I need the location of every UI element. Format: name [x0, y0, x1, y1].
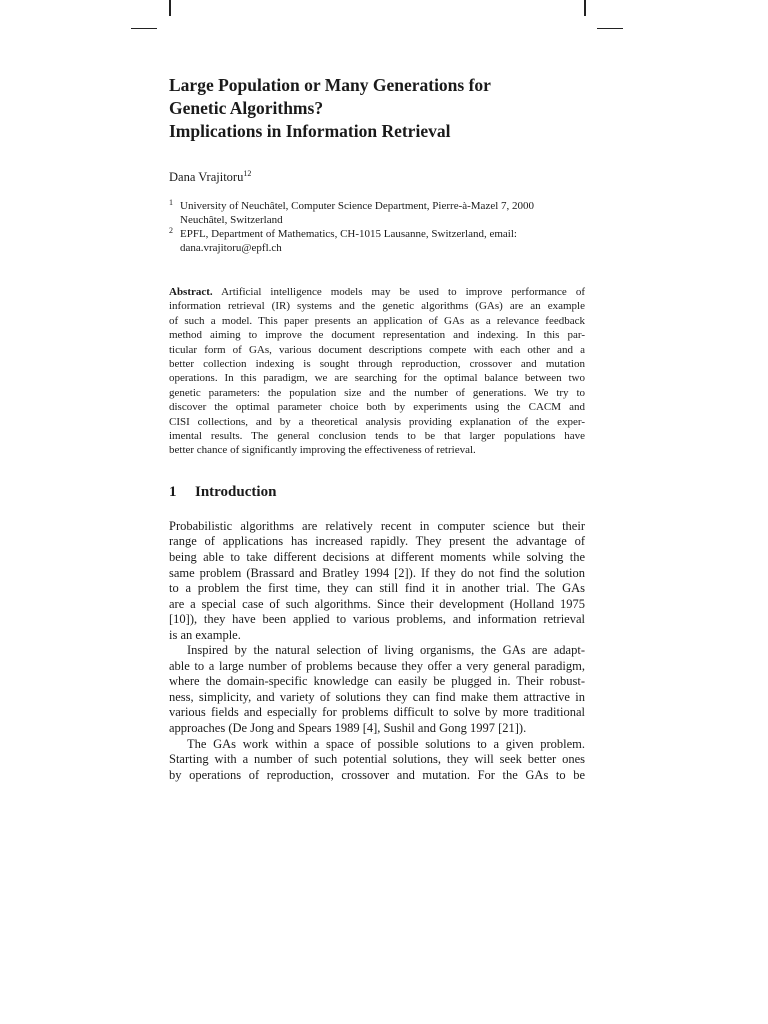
introduction-body: [169, 519, 585, 783]
body-line: The GAs work within a space of possible solutions to a given problem.: [187, 736, 585, 751]
abstract-line: of such a model. This paper presents an application of GAs as a relevance feedback: [169, 314, 585, 327]
crop-mark-top-right-horizontal: [597, 28, 623, 29]
body-line: range of applications has increased rapidly. They present the advantage of: [169, 534, 585, 549]
body-line: to a problem the first time, they can still find it in another trial. The GAs: [169, 581, 585, 596]
body-line: Probabilistic algorithms are relatively recent in computer science but their: [169, 518, 585, 533]
paper-title: [169, 74, 585, 143]
abstract-line: [169, 285, 585, 299]
body-line: same problem (Brassard and Bratley 1994 [2]). If they do not find the solution: [169, 565, 585, 580]
affiliation-2: [169, 227, 585, 255]
body-line: being able to take different decisions at different moments while solving the: [169, 549, 585, 564]
section-number: 1: [169, 483, 177, 500]
crop-mark-top-right-vertical: [584, 0, 586, 16]
author-affiliation-marks: 12: [243, 168, 252, 178]
affiliation-1: [169, 199, 585, 227]
body-line: [10]), they have been applied to various problems, and information retrieval: [169, 612, 585, 627]
abstract-line: better collection indexing is sought through reproduction, crossover and mutation: [169, 358, 585, 371]
title-line: Implications in Information Retrieval: [169, 121, 451, 141]
affiliation-number: 2: [169, 226, 173, 235]
body-line: various fields and especially for problems difficult to solve by more traditional: [169, 705, 585, 720]
body-line: by operations of reproduction, crossover and mutation. For the GAs to be: [169, 767, 585, 782]
abstract-line: CISI collections, and by a theoretical analysis providing explanation of the exper-: [169, 415, 585, 428]
section-heading-introduction: [169, 482, 585, 502]
abstract-label: Abstract.: [169, 286, 213, 298]
section-title: Introduction: [195, 483, 277, 500]
title-line: Large Population or Many Generations for: [169, 75, 491, 95]
affiliation-line: Neuchâtel, Switzerland: [180, 214, 283, 226]
abstract-line: method aiming to improve the document representation and indexing. In this par-: [169, 329, 585, 342]
abstract-line: better chance of significantly improving the effectiveness of retrieval.: [169, 444, 476, 457]
body-line: able to a large number of problems because they offer a very general paradigm,: [169, 658, 585, 673]
body-line: ness, simplicity, and variety of solutions they can find make them attractive in: [169, 689, 585, 704]
affiliation-line: University of Neuchâtel, Computer Science Department, Pierre-à-Mazel 7, 2000: [180, 200, 535, 212]
body-line: where the domain-specific knowledge can easily be plugged in. Their robust-: [169, 674, 585, 689]
body-line: Inspired by the natural selection of living organisms, the GAs are adapt-: [187, 643, 585, 658]
title-line: Genetic Algorithms?: [169, 98, 324, 118]
body-line: Starting with a number of such potential solutions, they will seek better ones: [169, 752, 585, 767]
abstract-first-line-text: Artificial intelligence models may be used to improve performance of: [221, 286, 585, 298]
abstract-line: operations. In this paradigm, we are searching for the optimal balance between two: [169, 372, 585, 385]
crop-mark-top-left-horizontal: [131, 28, 157, 29]
abstract-line: ticular form of GAs, various document descriptions compete with each other and a: [169, 343, 585, 356]
affiliations: [169, 199, 585, 255]
abstract: [169, 285, 585, 458]
body-line: approaches (De Jong and Spears 1989 [4], Sushil and Gong 1997 [21]).: [169, 720, 527, 735]
body-line: are a special case of such algorithms. Since their development (Holland 1975: [169, 596, 585, 611]
paper-page: [169, 74, 585, 783]
abstract-line: information retrieval (IR) systems and the genetic algorithms (GAs) are an example: [169, 300, 585, 313]
author-line: [169, 169, 585, 185]
affiliation-email: dana.vrajitoru@epfl.ch: [180, 242, 282, 254]
body-line: is an example.: [169, 627, 241, 642]
abstract-line: imental results. The general conclusion tends to be that larger populations have: [169, 430, 585, 443]
abstract-line: discover the optimal parameter choice both by experiments using the CACM and: [169, 401, 585, 414]
affiliation-line: EPFL, Department of Mathematics, CH-1015 Lausanne, Switzerland, email:: [180, 228, 517, 240]
abstract-line: genetic parameters: the population size and the number of generations. We try to: [169, 386, 585, 399]
affiliation-number: 1: [169, 198, 173, 207]
crop-mark-top-left-vertical: [169, 0, 171, 16]
author-name: Dana Vrajitoru: [169, 170, 244, 184]
